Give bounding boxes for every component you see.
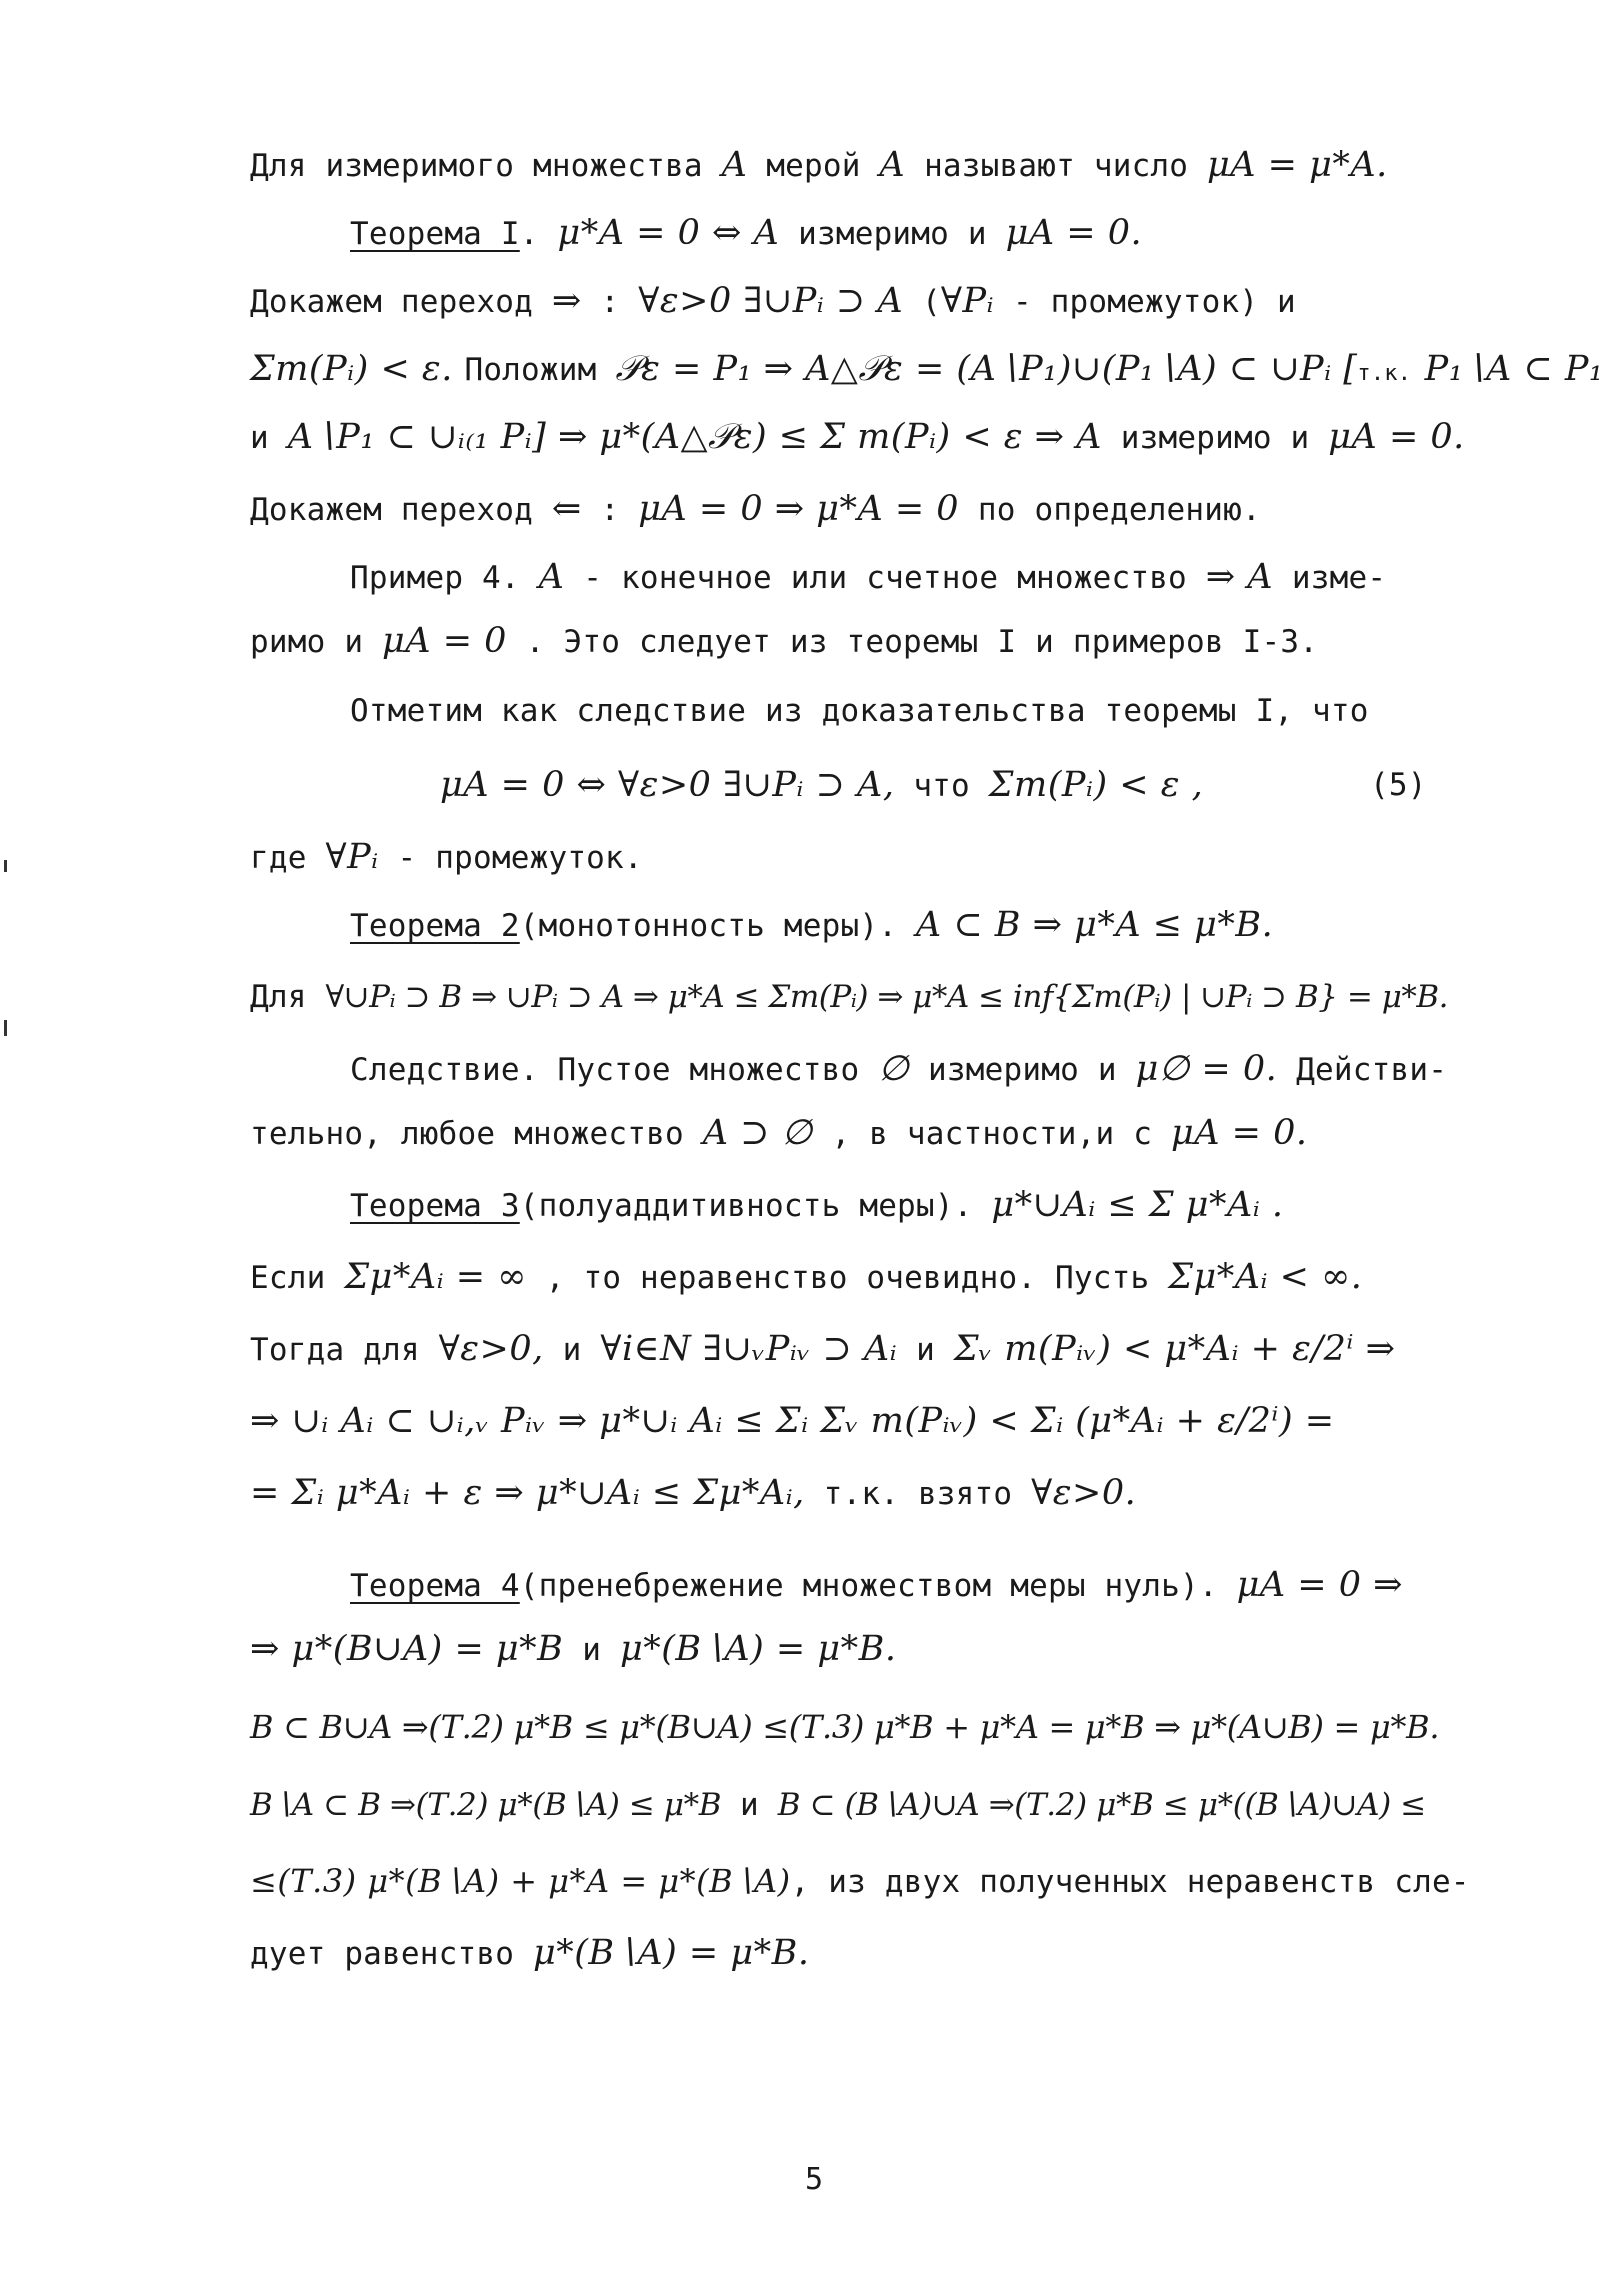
page-number: 5 (805, 2162, 824, 2197)
text: Отметим как следствие из доказательства теоремы I, что (350, 693, 1369, 729)
text: , в частности,и с (812, 1116, 1171, 1152)
formula: μ*(B∖A) = μ*B. (532, 1933, 810, 1973)
formula: Σm(Pᵢ) < ε , (988, 765, 1204, 805)
formula: ∅ (878, 1049, 910, 1089)
formula: 𝒫ε = P₁ ⇒ A△𝒫ε = (A∖P₁)∪(P₁∖A) ⊂ ∪Pᵢ [ (615, 349, 1358, 389)
text: . Это следует из теоремы I и примеров I-3. (506, 624, 1319, 660)
formula: μA = 0 ⇒ (1236, 1565, 1403, 1605)
text-line (250, 616, 1318, 667)
equation-number: (5) (1370, 767, 1427, 803)
text: Тогда для (250, 1332, 439, 1368)
formula: A ⊂ B ⇒ μ*A ≤ μ*B. (915, 905, 1274, 945)
theorem-3-line (350, 1180, 1284, 1231)
text: . (519, 216, 558, 252)
text-line (250, 140, 1388, 191)
text: ( (903, 284, 941, 320)
text: и (563, 1632, 620, 1668)
formula: ∀∪Pᵢ ⊃ B ⇒ ∪Pᵢ ⊃ A ⇒ μ*A ≤ Σm(Pᵢ) ⇒ μ*A ≤ inf{Σm(Pᵢ) | ∪Pᵢ ⊃ B} = μ*B. (325, 979, 1448, 1015)
formula-line (250, 1702, 1439, 1753)
text: (полуаддитивность меры). (519, 1188, 992, 1224)
theorem-4-line (350, 1560, 1403, 1611)
text: Следствие. Пустое множество (350, 1052, 879, 1088)
text: Для (250, 979, 326, 1015)
text-line (250, 832, 643, 883)
theorem-heading: Теорема 3 (350, 1188, 520, 1224)
text: , то неравенство очевидно. Пусть (526, 1260, 1169, 1296)
text: : (581, 492, 639, 528)
text: т.к. (1357, 361, 1425, 386)
theorem-heading: Теорема I (350, 216, 520, 252)
text: Положим (464, 352, 616, 388)
formula: A (721, 145, 748, 185)
formula: μA = μ*A. (1207, 145, 1388, 185)
formula: μA = 0. (1171, 1113, 1308, 1153)
formula: Σm(Pᵢ) < ε. (250, 349, 465, 389)
formula-line (250, 1780, 1426, 1830)
text-line (350, 686, 1369, 736)
formula: Σᵥ m(Pᵢᵥ) < μ*Aᵢ + ε/2ⁱ ⇒ (953, 1329, 1396, 1369)
text: , из двух полученных неравенств сле- (790, 1864, 1470, 1900)
text-line (250, 276, 1296, 327)
formula: ⇒ (551, 281, 582, 321)
formula: ⇒ μ*(B∪A) = μ*B (250, 1629, 564, 1669)
corollary-line (350, 1044, 1447, 1095)
text: измеримо и (1101, 420, 1329, 456)
text: и (250, 420, 288, 456)
text: римо и (250, 624, 383, 660)
text: где (250, 840, 326, 876)
formula: A∖P₁ ⊂ ∪ᵢ₍₁ Pᵢ] ⇒ μ*(A△𝒫ε) ≤ Σ m(Pᵢ) < ε ⇒ A (287, 417, 1102, 457)
formula: B ⊂ B∪A ⇒(Т.2) μ*B ≤ μ*(B∪A) ≤(Т.3) μ*B + μ*A = μ*B ⇒ μ*(A∪B) = μ*B. (250, 1708, 1440, 1746)
formula: μ*A = 0 ⇔ A (557, 213, 780, 253)
theorem-1-line (350, 208, 1142, 259)
text-line (250, 1856, 1470, 1907)
text: Докажем переход (250, 284, 552, 320)
formula: μA = 0 ⇒ μ*A = 0 (638, 489, 960, 529)
example-4-line (350, 552, 1386, 603)
formula: ⇒ A (1205, 557, 1274, 597)
text: (пренебрежение множеством меры нуль). (519, 1568, 1237, 1604)
formula: μA = 0 ⇔ ∀ε>0 ∃∪Pᵢ ⊃ A, (440, 765, 895, 805)
text: - промежуток. (378, 840, 643, 876)
text-line (250, 412, 1465, 463)
formula: ≤(Т.3) μ*(B∖A) + μ*A = μ*(B∖A) (250, 1862, 791, 1900)
text: измеримо и (779, 216, 1006, 252)
text: называют число (905, 148, 1208, 184)
text: тельно, любое множество (250, 1116, 703, 1152)
text: : (581, 284, 639, 320)
text: и (543, 1332, 601, 1368)
formula: B∖A ⊂ B ⇒(Т.2) μ*(B∖A) ≤ μ*B (250, 1787, 722, 1823)
formula: Σμ*Aᵢ < ∞. (1168, 1257, 1363, 1297)
formula: = Σᵢ μ*Aᵢ + ε ⇒ μ*∪Aᵢ ≤ Σμ*Aᵢ, (250, 1473, 805, 1513)
text-line (250, 1324, 1395, 1375)
text: по определению. (959, 492, 1261, 528)
formula: ∀ε>0. (1031, 1473, 1137, 1513)
formula: μA = 0. (1005, 213, 1143, 253)
text: (монотонность меры). (519, 908, 916, 944)
text: т.к. взято (804, 1476, 1032, 1512)
formula: ∀i∈N ∃∪ᵥPᵢᵥ ⊃ Aᵢ (600, 1329, 898, 1369)
text: мерой (747, 148, 880, 184)
formula: μA = 0. (1328, 417, 1465, 457)
theorem-heading: Теорема 2 (350, 908, 520, 944)
formula: A ⊃ ∅ (702, 1113, 813, 1153)
text: Пример 4. (350, 560, 539, 596)
formula: μ*∪Aᵢ ≤ Σ μ*Aᵢ . (991, 1185, 1284, 1225)
formula: Σμ*Aᵢ = ∞ (344, 1257, 527, 1297)
formula: ∀Pᵢ (325, 837, 379, 877)
formula: A (538, 557, 565, 597)
formula: ∀Pᵢ (940, 281, 995, 321)
document-page (250, 140, 1603, 2240)
text: Для измеримого множества (250, 148, 722, 184)
text: и (721, 1787, 778, 1823)
theorem-heading: Теорема 4 (350, 1568, 520, 1604)
text: измеримо и (909, 1052, 1136, 1088)
formula: ∀ε>0 ∃∪Pᵢ ⊃ A (638, 281, 904, 321)
text-line (250, 972, 1448, 1022)
text: что (894, 768, 989, 804)
theorem-2-line (350, 900, 1273, 951)
formula: μ*(B∖A) = μ*B. (619, 1629, 897, 1669)
formula: ∀ε>0, (438, 1329, 544, 1369)
text: дует равенство (250, 1936, 533, 1972)
text-line (250, 484, 1261, 535)
formula-line (250, 1396, 1335, 1447)
display-equation-5 (440, 760, 1440, 811)
formula: ⇒ ∪ᵢ Aᵢ ⊂ ∪ᵢ,ᵥ Pᵢᵥ ⇒ μ*∪ᵢ Aᵢ ≤ Σᵢ Σᵥ m(Pᵢᵥ) < Σᵢ (μ*Aᵢ + ε/2ⁱ) = (250, 1401, 1335, 1441)
margin-mark (4, 860, 7, 872)
text-line (250, 1928, 809, 1979)
margin-mark (4, 1020, 7, 1036)
text: - конечное или счетное множество (564, 560, 1206, 596)
text: и (897, 1332, 954, 1368)
formula-line (250, 1624, 896, 1675)
text-line (250, 1252, 1362, 1303)
text-line (250, 344, 1603, 399)
formula: A (879, 145, 906, 185)
text: Действи- (1277, 1052, 1448, 1088)
text: изме- (1273, 560, 1387, 596)
formula: μA = 0 (382, 621, 507, 661)
formula: ⇐ (551, 489, 582, 529)
text-line (250, 1108, 1308, 1159)
formula: P₁∖A ⊂ P₁ (1424, 349, 1603, 389)
text: - промежуток) и (994, 284, 1296, 320)
text: Докажем переход (250, 492, 552, 528)
text: Если (250, 1260, 345, 1296)
formula: B ⊂ (B∖A)∪A ⇒(Т.2) μ*B ≤ μ*((B∖A)∪A) ≤ (777, 1787, 1426, 1823)
formula-line (250, 1468, 1136, 1519)
formula: μ∅ = 0. (1135, 1049, 1278, 1089)
